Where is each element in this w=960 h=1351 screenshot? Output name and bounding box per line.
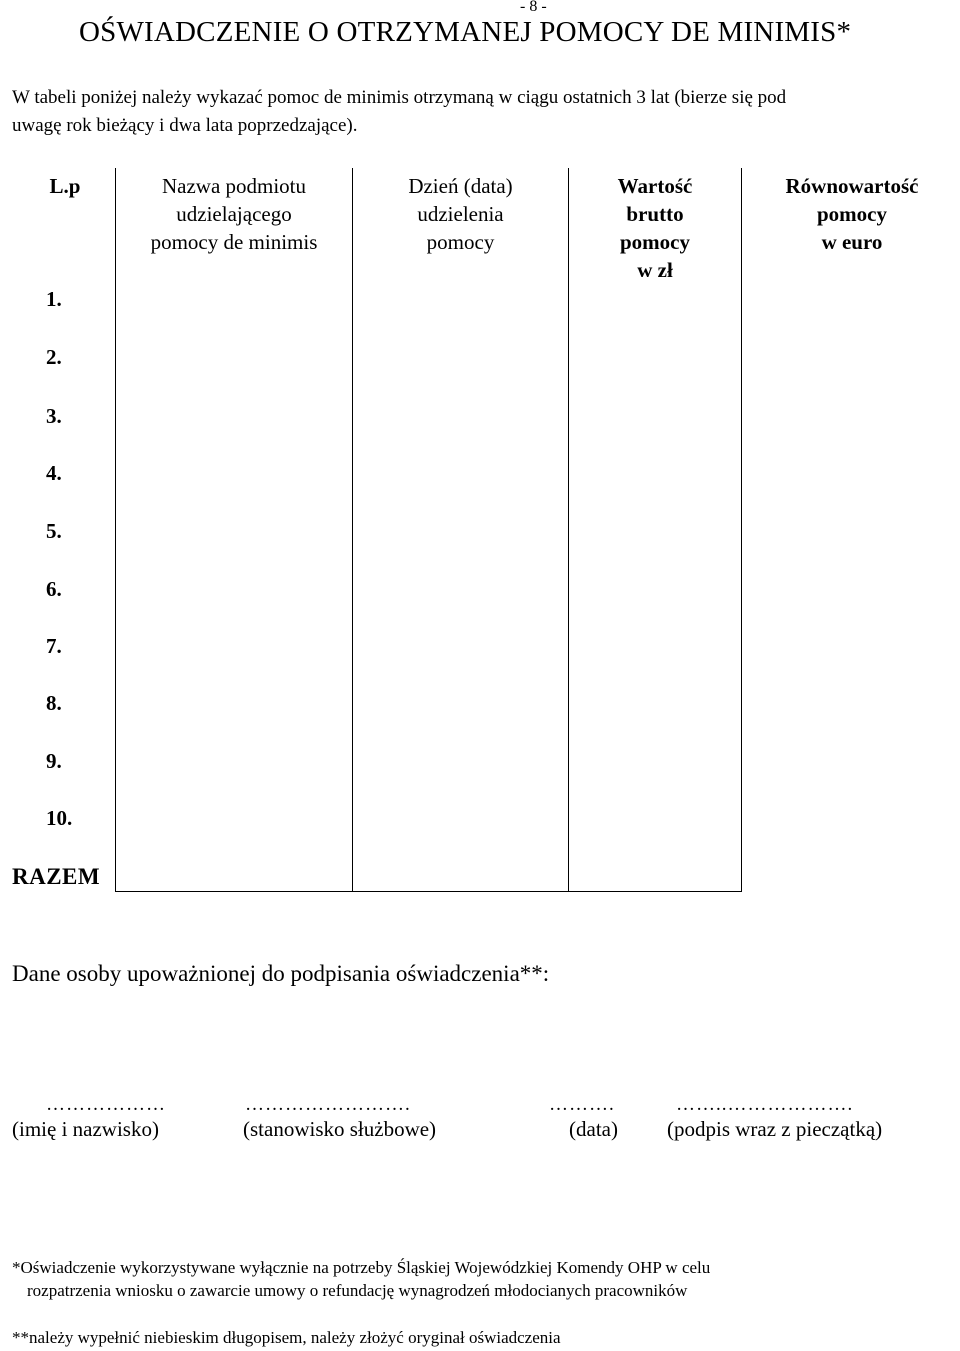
row-number-10: 10. (46, 806, 73, 830)
signature-dotted-line: ……..………………. (676, 1094, 854, 1115)
intro-line-1: W tabeli poniżej należy wykazać pomoc de minimis otrzymaną w ciągu ostatnich 3 lat (bierze się pod (12, 87, 787, 108)
header-lp: L.p (49, 174, 81, 198)
row-number-9: 9. (46, 749, 62, 773)
total-label: RAZEM (12, 864, 101, 889)
table-vline-2 (352, 168, 353, 892)
header-grant-date: Dzień (data) udzielenia pomocy (408, 174, 513, 254)
header-value-eur: Równowartość pomocy w euro (785, 174, 919, 254)
footnote-2: **należy wypełnić niebieskim długopisem, należy złożyć oryginał oświadczenia (12, 1328, 561, 1347)
row-number-6: 6. (46, 577, 62, 601)
row-number-8: 8. (46, 691, 62, 715)
signatory-heading: Dane osoby upoważnionej do podpisania oświadczenia**: (12, 961, 550, 986)
table-vline-4 (741, 168, 742, 892)
table-vline-1 (115, 168, 116, 892)
header-gross-value-pln: Wartość brutto pomocy w zł (617, 174, 693, 282)
signature-label: (podpis wraz z pieczątką) (667, 1117, 883, 1141)
position-label: (stanowisko służbowe) (243, 1117, 437, 1141)
document-title: OŚWIADCZENIE O OTRZYMANEJ POMOCY DE MINIMIS* (79, 16, 852, 48)
header-grantor-name: Nazwa podmiotu udzielającego pomocy de minimis (150, 174, 318, 254)
name-label: (imię i nazwisko) (12, 1117, 159, 1141)
position-dotted-line: ……………………. (245, 1094, 411, 1115)
row-number-2: 2. (46, 345, 62, 369)
row-number-1: 1. (46, 287, 62, 311)
name-dotted-line: ……………… (46, 1094, 166, 1115)
table-bottom-line (115, 891, 742, 892)
page-number: - 8 - (520, 0, 547, 15)
date-label: (data) (569, 1117, 618, 1141)
row-number-4: 4. (46, 461, 62, 485)
row-number-5: 5. (46, 519, 62, 543)
table-vline-3 (568, 168, 569, 892)
footnote-1-line-2: rozpatrzenia wniosku o zawarcie umowy o refundację wynagrodzeń młodocianych pracowników (27, 1281, 688, 1300)
date-dotted-line: ………. (549, 1094, 615, 1115)
row-number-3: 3. (46, 404, 62, 428)
intro-line-2: uwagę rok bieżący i dwa lata poprzedzające). (12, 115, 358, 136)
row-number-7: 7. (46, 634, 62, 658)
footnote-1-line-1: *Oświadczenie wykorzystywane wyłącznie na potrzeby Śląskiej Wojewódzkiej Komendy OHP w celu (12, 1258, 711, 1277)
